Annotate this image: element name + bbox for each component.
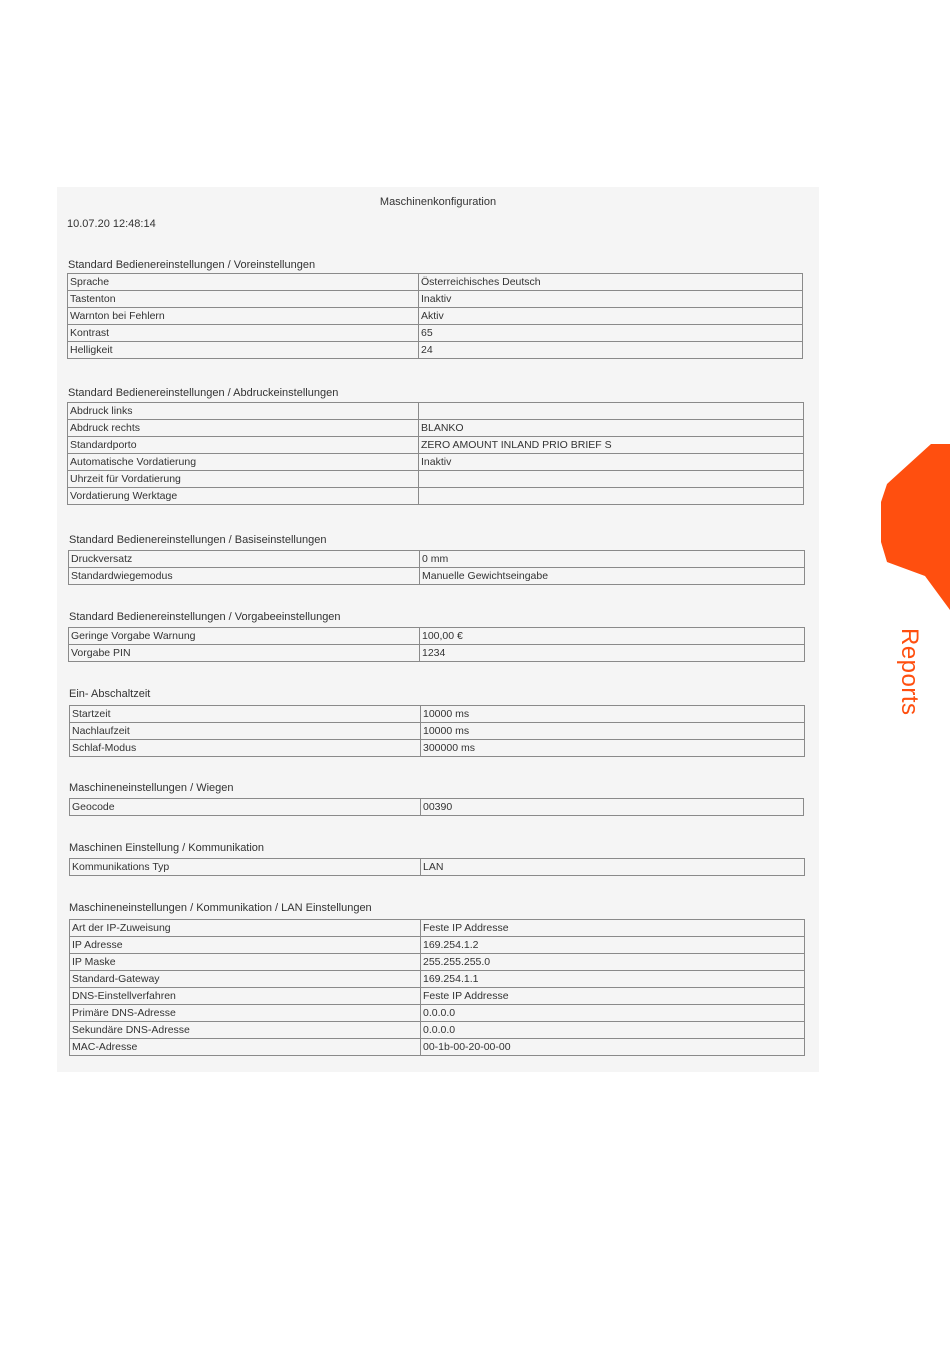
- setting-value: ZERO AMOUNT INLAND PRIO BRIEF S: [419, 437, 804, 454]
- setting-name: Tastenton: [68, 291, 419, 308]
- table-row: [68, 420, 804, 437]
- setting-value: Feste IP Addresse: [421, 988, 805, 1005]
- table-row: [68, 342, 803, 359]
- table-row: [70, 706, 805, 723]
- setting-value: [419, 403, 804, 420]
- setting-value: [419, 488, 804, 505]
- table-row: [70, 1005, 805, 1022]
- setting-name: Automatische Vordatierung: [68, 454, 419, 471]
- settings-table: [68, 627, 805, 662]
- section-heading: Standard Bedienereinstellungen / Abdruckeinstellungen: [68, 387, 339, 399]
- table-row: [70, 920, 805, 937]
- table-row: [68, 403, 804, 420]
- setting-name: IP Maske: [70, 954, 421, 971]
- setting-name: Nachlaufzeit: [70, 723, 421, 740]
- setting-value: 0.0.0.0: [421, 1022, 805, 1039]
- setting-value: 10000 ms: [421, 706, 805, 723]
- scanned-report: [57, 187, 819, 1072]
- table-row: [69, 568, 805, 585]
- setting-name: Startzeit: [70, 706, 421, 723]
- setting-value: 0 mm: [420, 551, 805, 568]
- report-title: Maschinenkonfiguration: [379, 196, 497, 208]
- setting-name: Warnton bei Fehlern: [68, 308, 419, 325]
- table-row: [70, 971, 805, 988]
- setting-name: Vordatierung Werktage: [68, 488, 419, 505]
- setting-name: Standard-Gateway: [70, 971, 421, 988]
- section-tab-label: Reports: [896, 628, 923, 716]
- table-row: [70, 1039, 805, 1056]
- setting-name: Geocode: [70, 799, 421, 816]
- table-row: [70, 988, 805, 1005]
- section-heading: Standard Bedienereinstellungen / Basiseinstellungen: [69, 534, 327, 546]
- setting-value: [419, 471, 804, 488]
- settings-table: [67, 273, 803, 359]
- setting-name: Standardwiegemodus: [69, 568, 420, 585]
- setting-value: Manuelle Gewichtseingabe: [420, 568, 805, 585]
- table-row: [69, 628, 805, 645]
- table-row: [68, 291, 803, 308]
- table-row: [68, 308, 803, 325]
- setting-name: Vorgabe PIN: [69, 645, 420, 662]
- table-row: [70, 954, 805, 971]
- setting-name: Abdruck rechts: [68, 420, 419, 437]
- setting-name: Uhrzeit für Vordatierung: [68, 471, 419, 488]
- setting-name: Art der IP-Zuweisung: [70, 920, 421, 937]
- table-row: [69, 645, 805, 662]
- setting-value: 300000 ms: [421, 740, 805, 757]
- section-heading: Maschinen Einstellung / Kommunikation: [69, 842, 265, 854]
- setting-name: Kommunikations Typ: [70, 859, 421, 876]
- setting-name: IP Adresse: [70, 937, 421, 954]
- section-heading: Maschineneinstellungen / Kommunikation / LAN Einstellungen: [69, 902, 372, 914]
- section-heading: Ein- Abschaltzeit: [69, 688, 151, 700]
- settings-table: [68, 550, 805, 585]
- settings-table: [69, 798, 804, 816]
- table-row: [70, 723, 805, 740]
- settings-table: [69, 919, 805, 1056]
- table-row: [68, 488, 804, 505]
- setting-value: 00390: [421, 799, 804, 816]
- setting-value: Österreichisches Deutsch: [419, 274, 803, 291]
- section-heading: Standard Bedienereinstellungen / Vorgabeeinstellungen: [69, 611, 341, 623]
- setting-value: 65: [419, 325, 803, 342]
- setting-name: Sekundäre DNS-Adresse: [70, 1022, 421, 1039]
- report-datetime: 10.07.20 12:48:14: [67, 218, 156, 230]
- setting-name: Geringe Vorgabe Warnung: [69, 628, 420, 645]
- setting-value: 10000 ms: [421, 723, 805, 740]
- setting-value: BLANKO: [419, 420, 804, 437]
- setting-name: Primäre DNS-Adresse: [70, 1005, 421, 1022]
- setting-value: Inaktiv: [419, 291, 803, 308]
- section-tab-marker: [881, 444, 950, 610]
- setting-value: 169.254.1.2: [421, 937, 805, 954]
- section-heading: Maschineneinstellungen / Wiegen: [69, 782, 234, 794]
- setting-value: 00-1b-00-20-00-00: [421, 1039, 805, 1056]
- setting-name: Druckversatz: [69, 551, 420, 568]
- setting-name: Helligkeit: [68, 342, 419, 359]
- setting-value: 24: [419, 342, 803, 359]
- settings-table: [69, 705, 805, 757]
- table-row: [69, 551, 805, 568]
- table-row: [68, 471, 804, 488]
- setting-name: Kontrast: [68, 325, 419, 342]
- setting-name: MAC-Adresse: [70, 1039, 421, 1056]
- table-row: [70, 799, 804, 816]
- table-row: [70, 859, 805, 876]
- table-row: [70, 1022, 805, 1039]
- table-row: [70, 937, 805, 954]
- table-row: [68, 274, 803, 291]
- setting-value: LAN: [421, 859, 805, 876]
- setting-value: 169.254.1.1: [421, 971, 805, 988]
- section-heading: Standard Bedienereinstellungen / Voreinstellungen: [68, 259, 316, 271]
- setting-value: 255.255.255.0: [421, 954, 805, 971]
- setting-name: Sprache: [68, 274, 419, 291]
- setting-value: 100,00 €: [420, 628, 805, 645]
- settings-table: [69, 858, 805, 876]
- settings-table: [67, 402, 804, 505]
- table-row: [68, 437, 804, 454]
- setting-value: 0.0.0.0: [421, 1005, 805, 1022]
- setting-name: DNS-Einstellverfahren: [70, 988, 421, 1005]
- table-row: [68, 454, 804, 471]
- setting-name: Standardporto: [68, 437, 419, 454]
- setting-value: Inaktiv: [419, 454, 804, 471]
- setting-value: Aktiv: [419, 308, 803, 325]
- setting-value: Feste IP Addresse: [421, 920, 805, 937]
- table-row: [68, 325, 803, 342]
- setting-name: Schlaf-Modus: [70, 740, 421, 757]
- setting-value: 1234: [420, 645, 805, 662]
- table-row: [70, 740, 805, 757]
- setting-name: Abdruck links: [68, 403, 419, 420]
